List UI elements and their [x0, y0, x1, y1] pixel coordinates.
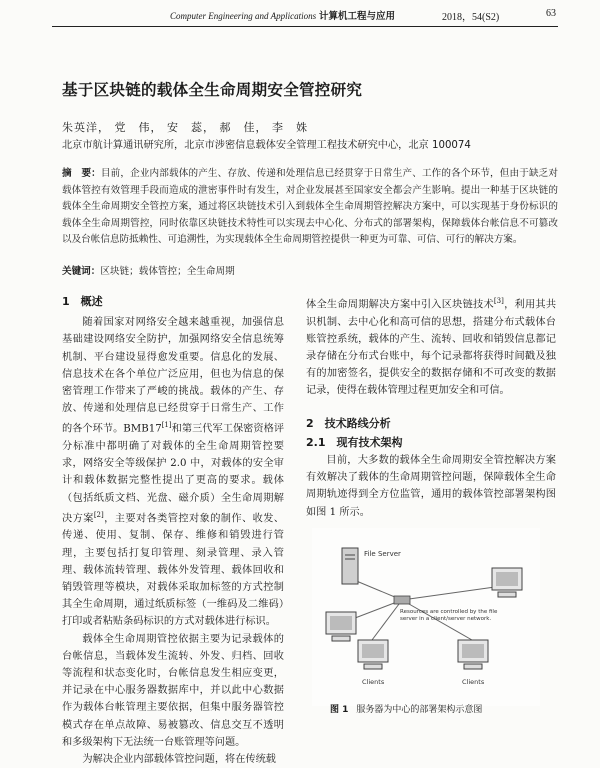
figure-caption-text: 服务器为中心的部署架构示意图 [356, 705, 483, 715]
section-1-heading: 1 概述 [62, 295, 103, 308]
abstract [62, 166, 558, 249]
client-computer-icon [326, 612, 356, 641]
citation-1: [1] [161, 421, 172, 430]
section-1-paragraph-3: 为解决企业内部载体管控问题，将在传统载 [82, 754, 276, 766]
right-column-top [306, 293, 556, 400]
clients-label-left: Clients [362, 678, 385, 686]
keywords [62, 263, 235, 277]
section-1-paragraph-1: 随着国家对网络安全越来越重视，加强信息基础建设网络安全防护，加强网络安全信息统筹机制、平台建设显得愈发重要。信息化的发展、信息技术在各个单位广泛应用，但也为信息的保密管理工作带来了严峻的挑战。载体的产生、存放、传递和处理信息已经贯穿于日常生产、工作的各个环节。BMB17[1]和第三代军工保密资格评分标准中都明确了对载体的全生命周期管控要求，网络安全等级保护 2.0 中，对载体的安全审计和载体数据完整性提出了更高的要求。载体（包括纸质文档、光盘、磁介质）全生命周期解决方案[2]，主要对各类管控对象的制作、收发、传递、使用、复制、保存、维修和销毁进行管理，主要包括打复印管理、刻录管理、录入管理、载体流转管理、载体外发管理、载体回收和销毁管理等模块，对载体采取加标签的方式控制其全生命周期，通过纸质标签（一维码及二维码）打印或者粘贴条码标识的方式对载体进行标识。 [62, 317, 285, 628]
journal-name-cn: 计算机工程与应用 [318, 11, 395, 22]
journal-name-en: Computer Engineering and Applications [170, 11, 317, 21]
section-1-paragraph-2: 载体全生命周期管控依据主要为记录载体的台帐信息，当载体发生流转、外发、归档、回收等流程和状态变化时，台帐信息发生相应变更，并记录在中心服务器数据库中，并以此中心数据作为载体台帐管理主要依据，但集中服务器管控模式存在单点故障、易被篡改、信息交互不透明和多级架构下无法统一台账管理等问题。 [62, 633, 284, 748]
figure-caption [330, 702, 482, 715]
file-server-label: File Server [364, 550, 401, 558]
right-column-section-2 [306, 452, 556, 521]
deployment-diagram [312, 528, 540, 706]
header-rule [52, 26, 558, 27]
keywords-label: 关键词： [62, 266, 101, 277]
section-2-1-heading: 2.1 现有技术架构 [306, 436, 403, 449]
diagram-note-line-2: server in a client/server network. [400, 616, 492, 622]
section-2-1-paragraph: 目前，大多数的载体全生命周期安全管控解决方案有效解决了载体的生命周期管控问题，保障载体全生命周期轨迹得到全方位监管，通用的载体管控部署架构图如图 1 所示。 [306, 455, 556, 518]
authors: 朱英洋， 党 伟， 安 蕊， 郝 佳， 李 姝 [62, 121, 308, 134]
keywords-text: 区块链；载体管控；全生命周期 [100, 266, 235, 277]
running-head [170, 8, 560, 24]
diagram-note: Resources are controlled by the file server in a client/server network. [400, 609, 498, 622]
hub-icon [394, 596, 410, 604]
right-column-paragraph: 体全生命周期解决方案中引入区块链技术[3]，利用其共识机制、去中心化和高可信的思想，搭建分布式载体台账管控系统，载体的产生、流转、回收和销毁信息都记录存储在分布式台账中，每个记录都将获得时间戳及独有的加密签名，提供安全的数据存储和不可改变的数据记录，使得在载体管理过程更加安全和可信。 [306, 297, 557, 397]
figure-1 [312, 528, 540, 706]
left-column [62, 293, 284, 768]
client-computer-icon [358, 640, 388, 669]
abstract-label: 摘 要： [62, 168, 101, 179]
page-number: 63 [546, 8, 556, 19]
issue-info: 2018，54(S2) [442, 12, 500, 23]
clients-label-right: Clients [462, 678, 485, 686]
client-computer-icon [492, 568, 522, 597]
figure-number: 图 1 [330, 705, 349, 715]
client-computer-icon [458, 640, 488, 669]
abstract-text: 目前，企业内部载体的产生、存放、传递和处理信息已经贯穿于日常生产、工作的各个环节，但由于缺乏对载体管控有效管理手段而造成的泄密事件时有发生，对企业发展甚至国家安全都会产生影响。提出一种基于区块链的载体全生命周期安全管控方案，通过将区块链技术引入到载体全生命周期管控解决方案中，可以实现基于身份标识的载体全生命周期管控，同时依靠区块链技术特性可以实现去中心化、分布式的部署架构，保障载体台帐信息不可篡改以及台帐信息防抵赖性、可追溯性，为实现载体全生命周期管控提供一种更为可靠、可信、可行的解决方案。 [62, 168, 559, 245]
citation-2: [2] [93, 510, 104, 519]
section-2-heading: 2 技术路线分析 [306, 417, 391, 430]
citation-3: [3] [493, 297, 504, 305]
paper-title: 基于区块链的载体全生命周期安全管控研究 [62, 81, 363, 99]
affiliation: 北京市航计算通讯研究所，北京市涉密信息载体安全管理工程技术研究中心，北京 100074 [62, 140, 471, 151]
file-server-icon [342, 548, 358, 584]
